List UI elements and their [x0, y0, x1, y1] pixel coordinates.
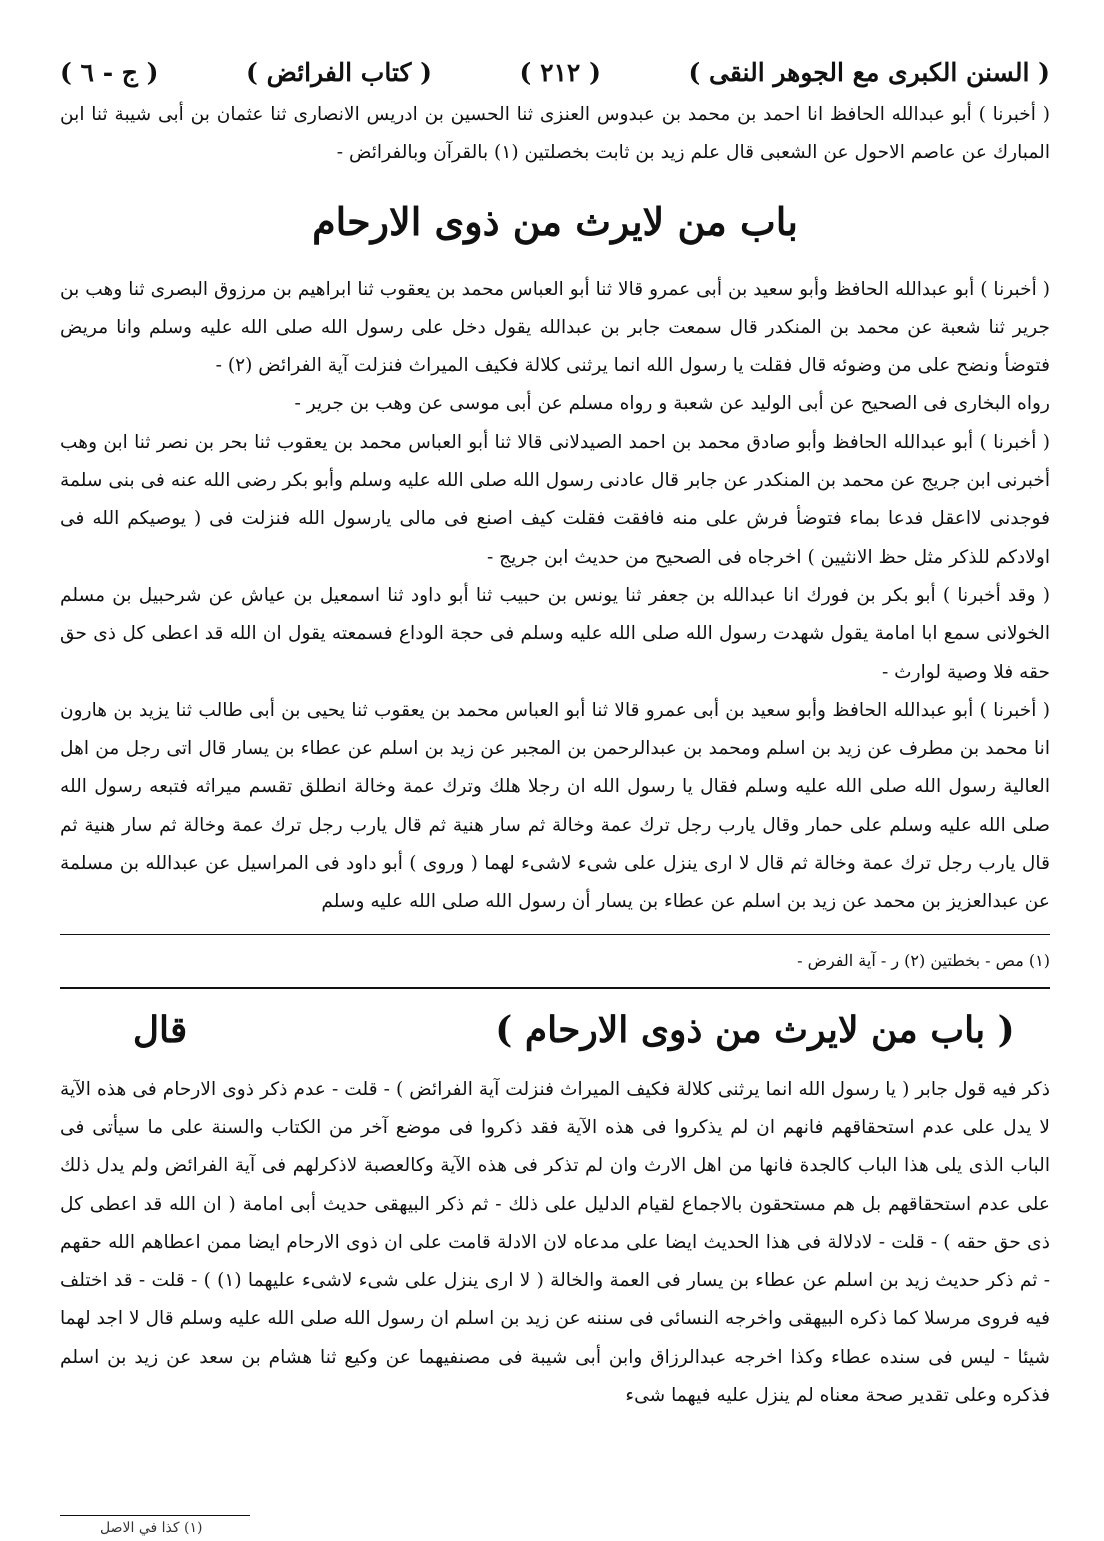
hadith-paragraph: ( وقد أخبرنا ) أبو بكر بن فورك انا عبدالله بن جعفر ثنا يونس بن حبيب ثنا أبو داود ثنا اسمعيل بن عياش عن شرحبيل بن مسلم الخولانى سمع ابا امامة يقول شهدت رسول الله صلى الله عليه وسلم فى حجة الوداع فسمعته يقول ان الله قد اعطى كل ذى حق حقه فلا وصية لوارث - [60, 584, 1050, 683]
book-title: ( السنن الكبرى مع الجوهر النقى ) [688, 57, 1050, 87]
bottom-footnote-fragment: (١) كذا في الاصل [100, 1520, 203, 1536]
hadith-paragraph: ( أخبرنا ) أبو عبدالله الحافظ وأبو صادق محمد بن احمد الصيدلانى قالا ثنا أبو العباس محمد بن يعقوب ثنا بحر بن نصر ثنا ابن وهب أخبرنى ابن جريج عن محمد بن المنكدر عن جابر قال عادنى رسول الله صلى الله عليه وسلم وأبو بكر رضى الله عنه فى بنى سلمة فوجدنى لااعقل فدعا بماء فتوضأ فرش على منه فافقت فقلت كيف اصنع فى مالى يارسول الله فنزلت فى ( يوصيكم الله فى اولادكم للذكر مثل حظ الانثيين ) اخرجاه فى الصحيح من حديث ابن جريج - [60, 431, 1050, 568]
footnotes: (١) مص - بخطتين (٢) ر - آية الفرض - [797, 950, 1050, 970]
hadith-paragraph: ( أخبرنا ) أبو عبدالله الحافظ وأبو سعيد بن أبى عمرو قالا ثنا أبو العباس محمد بن يعقوب ثنا يحيى بن أبى طالب ثنا يزيد بن هارون انا محمد بن مطرف عن زيد بن اسلم ومحمد بن عبدالرحمن بن المجبر عن زيد بن اسلم عن عطاء بن يسار قال اتى رجل من اهل العالية رسول الله صلى الله عليه وسلم فقال يا رسول الله ان رجلا هلك وترك عمة وخالة انطلق تقسم ميراثه فتبعه رسول الله صلى الله عليه وسلم على حمار وقال يارب رجل ترك عمة وخالة ثم سار هنية ثم قال يارب رجل ترك عمة وخالة ثم سار هنية ثم قال يارب رجل ترك عمة وخالة ثم قال لا ارى ينزل على شىء لاشىء لهما ( وروى ) أبو داود فى المراسيل عن عبدالله بن مسلمة عن عبدالعزيز بن محمد عن زيد بن اسلم عن عطاء بن يسار أن رسول الله صلى الله عليه وسلم [60, 699, 1050, 913]
hadith-paragraph: رواه البخارى فى الصحيح عن أبى الوليد عن شعبة و رواه مسلم عن أبى موسى عن وهب بن جرير - [294, 393, 1050, 415]
commentary-paragraph: ذكر فيه قول جابر ( يا رسول الله انما يرثنى كلالة فكيف الميراث فنزلت آية الفرائض ) - قلت - عدم ذكر ذوى الارحام فى هذه الآية لا يدل على عدم استحقاقهم فانهم ان لم يذكروا فى هذه الآية فقد ذكروا فى موضع آخر من الكتاب والسنة على ما سيأتى فى الباب الذى يلى هذا الباب كالجدة فانها من اهل الارث وان لم تذكر فى هذه الآية وكالعصبة لاذكرلهم فى آية الفرائض ولم يدل ذلك على عدم استحقاقهم بل هم مستحقون بالاجماع لقيام الدليل على ذلك - ثم ذكر البيهقى حديث أبى امامة ( ان الله قد اعطى كل ذى حق حقه ) - قلت - لادلالة فى هذا الحديث ايضا على مدعاه لان الادلة قامت على ان ذوى الارحام ايضا ممن اعطاهم الله حقهم - ثم ذكر حديث زيد بن اسلم عن عطاء بن يسار فى العمة والخالة ( لا ارى ينزل على شىء لاشىء عليهما (١) ) - قلت - قد اختلف فيه فروى مرسلا كما ذكره البيهقى واخرجه النسائى فى سننه عن زيد بن اسلم ان رسول الله صلى الله عليه وسلم قال لا اجد لهما شيئا - ليس فى سنده عطاء وكذا اخرجه عبدالرزاق وابن أبى شيبة فى مصنفيهما عن وكيع ثنا هشام بن سعد عن زيد بن اسلم فذكره وعلى تقدير صحة معناه لم ينزل عليه فيهما شىء [60, 1078, 1050, 1407]
running-header [60, 48, 1050, 96]
page-number: ( ٢١٢ ) [519, 57, 601, 87]
chapter-title: باب من لايرث من ذوى الارحام [312, 198, 798, 244]
intro-paragraph: ( أخبرنا ) أبو عبدالله الحافظ انا احمد بن محمد بن عبدوس العنزى ثنا الحسين بن ادريس الانصارى ثنا عثمان بن أبى شيبة ثنا ابن المبارك عن عاصم الاحول عن الشعبى قال علم زيد بن ثابت بخصلتين (١) بالقرآن وبالفرائض - [60, 104, 1050, 164]
commentary-label: قال [132, 1008, 188, 1051]
section-name: ( كتاب الفرائض ) [246, 57, 432, 87]
commentary-title: ( باب من لايرث من ذوى الارحام ) [495, 1008, 1015, 1051]
hadith-paragraph: ( أخبرنا ) أبو عبدالله الحافظ وأبو سعيد بن أبى عمرو قالا ثنا أبو العباس محمد بن يعقوب ثنا ابراهيم بن مرزوق البصرى ثنا وهب بن جرير ثنا شعبة عن محمد بن المنكدر قال سمعت جابر بن عبدالله يقول دخل على رسول الله صلى الله عليه وسلم وانا مريض فتوضأ ونضح على من وضوئه قال فقلت يا رسول الله انما يرثنى كلالة فكيف الميراث فنزلت آية الفرائض (٢) - [60, 278, 1050, 377]
document-page [60, 48, 1050, 1415]
volume-number: ( ج - ٦ ) [60, 57, 159, 87]
bottom-divider [60, 1515, 250, 1516]
commentary-heading [60, 989, 1050, 1071]
